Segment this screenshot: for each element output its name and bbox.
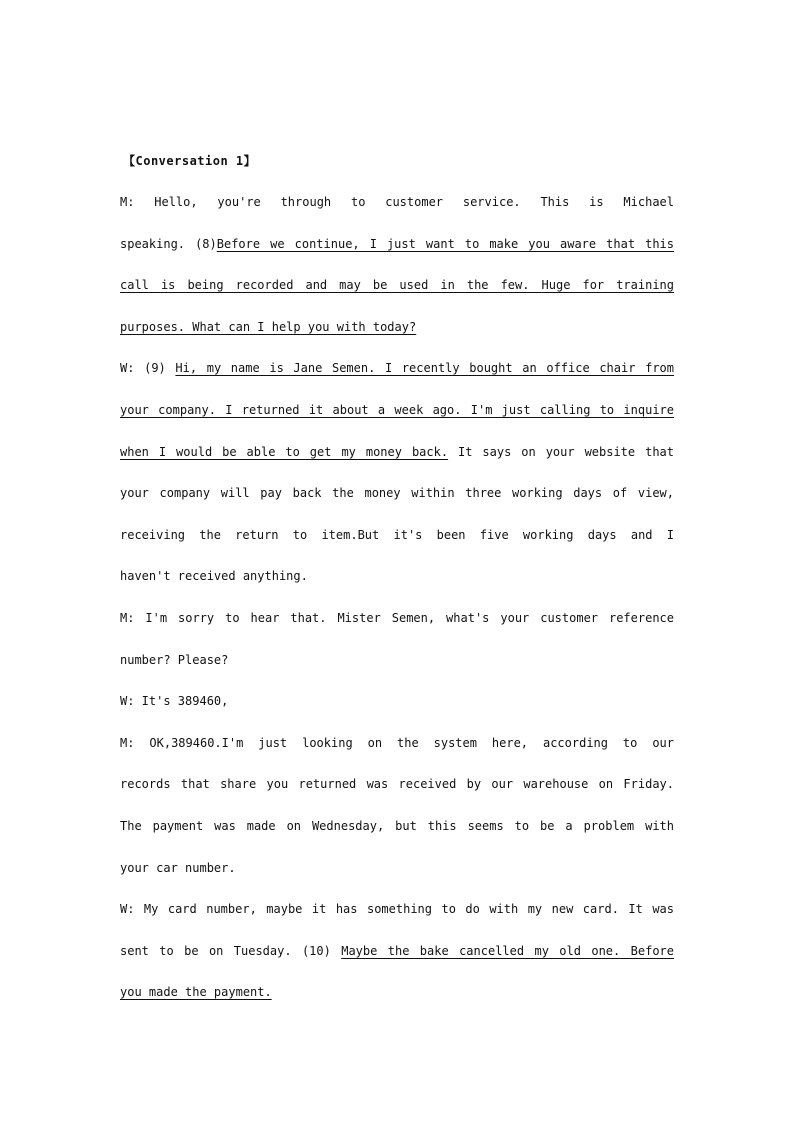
underlined-answer-text: your company. I returned it about a week ago. I'm just calling to inquire	[120, 402, 674, 417]
line-text: W: It's 389460,	[120, 694, 229, 709]
line-text: It says on your website that	[448, 444, 674, 459]
transcript-line	[120, 439, 674, 481]
line-text: M: Hello, you're through to customer service. This is Michael	[120, 195, 674, 209]
transcript-line	[120, 938, 674, 980]
transcript-line	[120, 272, 674, 314]
transcript-line	[120, 522, 674, 564]
transcript-line	[120, 563, 674, 605]
underlined-answer-text: you made the payment.	[120, 985, 272, 1000]
line-text: The payment was made on Wednesday, but this seems to be a problem with	[120, 818, 674, 833]
underlined-answer-text: when I would be able to get my money back.	[120, 444, 449, 459]
transcript-line	[120, 189, 674, 231]
line-text: M: OK,389460.I'm just looking on the system here, according to our	[120, 735, 674, 750]
line-text: haven't received anything.	[120, 569, 308, 584]
transcript-line	[120, 355, 674, 397]
document-body	[120, 148, 674, 1021]
transcript	[120, 189, 674, 1021]
section-heading: 【Conversation 1】	[123, 154, 257, 168]
underlined-answer-text: call is being recorded and may be used in the few. Huge for training	[120, 278, 674, 293]
line-text: your car number.	[120, 860, 236, 875]
transcript-line	[120, 730, 674, 772]
transcript-line	[120, 896, 674, 938]
transcript-line	[120, 855, 674, 897]
line-text: speaking. (8)	[120, 236, 217, 251]
transcript-line	[120, 979, 674, 1021]
transcript-line	[120, 480, 674, 522]
line-text: W: (9)	[120, 361, 176, 376]
underlined-answer-text: Before we continue, I just want to make you aware that this	[216, 236, 674, 251]
line-text: your company will pay back the money within three working days of view,	[120, 486, 674, 501]
line-text: receiving the return to item.But it's been five working days and I	[120, 527, 674, 542]
transcript-line	[120, 231, 674, 273]
transcript-line	[120, 397, 674, 439]
transcript-line	[120, 813, 674, 855]
underlined-answer-text: Maybe the bake cancelled my old one. Before	[341, 943, 674, 958]
transcript-line	[120, 688, 674, 730]
underlined-answer-text: Hi, my name is Jane Semen. I recently bought an office chair from	[175, 361, 674, 376]
transcript-line	[120, 605, 674, 647]
line-text: sent to be on Tuesday. (10)	[120, 943, 342, 958]
transcript-line	[120, 314, 674, 356]
underlined-answer-text: purposes. What can I help you with today?	[120, 319, 417, 334]
transcript-line	[120, 647, 674, 689]
transcript-line	[120, 771, 674, 813]
line-text: W: My card number, maybe it has something to do with my new card. It was	[120, 902, 674, 917]
line-text: number? Please?	[120, 652, 229, 667]
line-text: M: I'm sorry to hear that. Mister Semen, what's your customer reference	[120, 610, 674, 625]
line-text: records that share you returned was received by our warehouse on Friday.	[120, 777, 674, 792]
